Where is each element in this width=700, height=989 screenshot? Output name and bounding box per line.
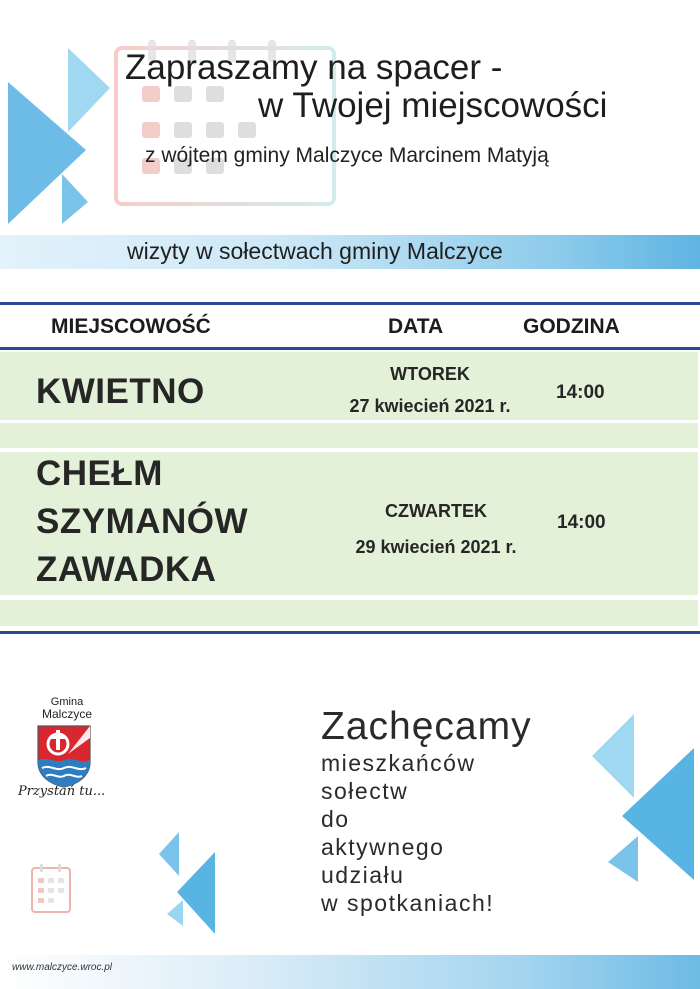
hour: 14:00 [556,382,605,403]
table-bottom-rule [0,631,700,634]
title-line-1: Zapraszamy na spacer - [125,48,503,87]
invite-line: udziału [321,862,405,888]
column-header-hour: GODZINA [523,315,620,338]
decorative-triangles-bottom-center [155,830,225,940]
header-bottom-rule [0,347,700,350]
footer-website-link[interactable]: www.malczyce.wroc.pl [12,962,113,973]
coat-of-arms-logo [36,724,92,788]
row-spacer-band [0,423,698,448]
column-header-place: MIEJSCOWOŚĆ [51,315,211,338]
invite-line: mieszkańców [321,750,476,776]
place-name: CHEŁM [36,454,163,493]
weekday: WTOREK [390,364,470,384]
invite-line: sołectw [321,778,409,804]
logo-slogan: Przystań tu... [18,784,106,799]
column-header-date: DATA [388,315,444,338]
date: 29 kwiecień 2021 r. [355,537,517,557]
subtitle: z wójtem gminy Malczyce Marcinem Matyją [145,144,549,167]
weekday: CZWARTEK [385,501,487,521]
place-name: ZAWADKA [36,550,217,589]
place-name: KWIETNO [36,372,205,411]
date: 27 kwiecień 2021 r. [349,396,511,416]
decorative-triangles-right [590,712,698,884]
decorative-triangles-top-left [6,46,116,226]
invite-line: w spotkaniach! [321,890,495,916]
invite-block [321,705,532,917]
table-top-rule [0,302,700,305]
logo-text-malczyce: Malczyce [41,707,92,721]
invite-line: aktywnego [321,834,445,860]
calendar-icon [30,862,72,916]
hour: 14:00 [557,512,606,533]
row-spacer-band [0,600,698,626]
title-line-2: w Twojej miejscowości [258,86,608,125]
invite-line: do [321,806,350,832]
banner-text: wizyty w sołectwach gminy Malczyce [127,238,503,264]
logo-text-gmina: Gmina [50,696,84,708]
invite-headline: Zachęcamy [321,705,532,748]
place-name: SZYMANÓW [36,502,249,541]
